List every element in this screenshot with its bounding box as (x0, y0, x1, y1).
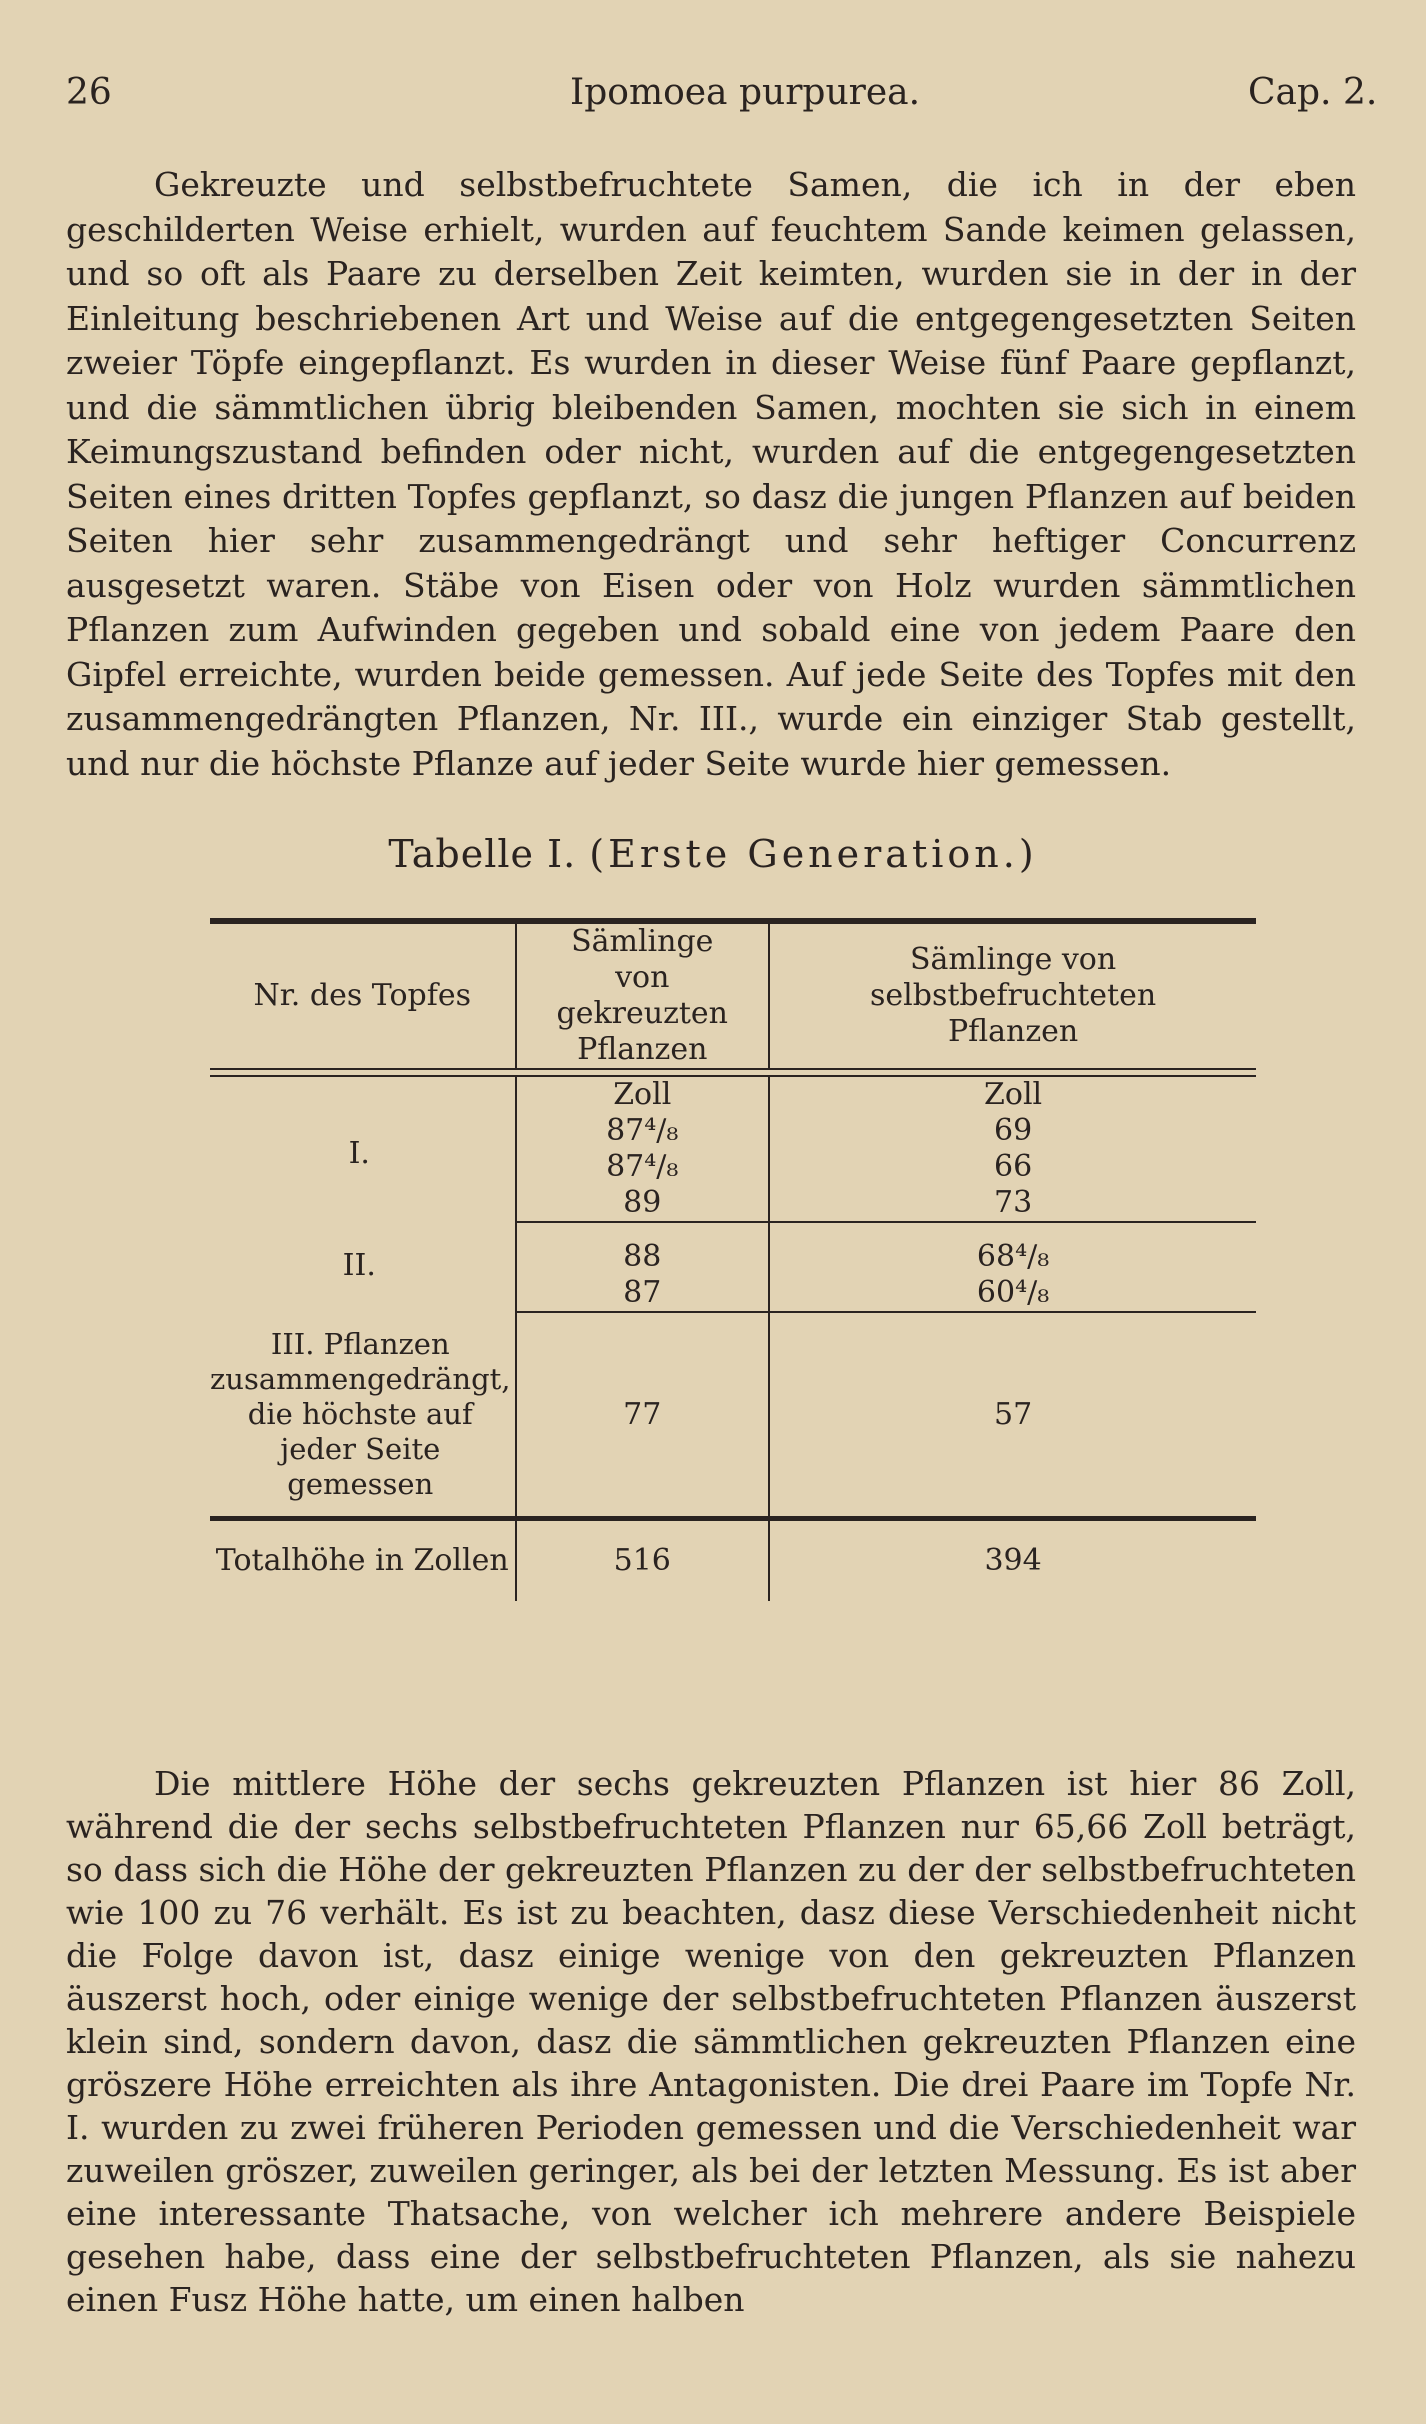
table-caption (0, 832, 1426, 876)
self-values (769, 1222, 1256, 1312)
self-value: 57 (769, 1312, 1256, 1519)
table-row (210, 1113, 1256, 1222)
table-row (210, 1312, 1256, 1519)
total-self: 394 (984, 1543, 1042, 1578)
crossed-value: 89 (623, 1185, 662, 1220)
crossed-value: 87⁴/₈ (606, 1149, 679, 1184)
self-value: 69 (994, 1113, 1033, 1148)
table-row (210, 1222, 1256, 1312)
pot-label: I. (210, 1113, 516, 1222)
self-value: 68⁴/₈ (976, 1239, 1050, 1274)
total-label: Totalhöhe in Zollen (210, 1521, 516, 1601)
page-number: 26 (66, 72, 112, 113)
unit-row (210, 1076, 1256, 1113)
self-value: 66 (994, 1149, 1033, 1184)
total-crossed: 516 (516, 1521, 769, 1601)
paragraph-results (66, 1762, 1356, 2321)
header-pot: Nr. des Topfes (210, 924, 516, 1069)
table-caption-title: Tabelle I. (388, 832, 577, 876)
self-value: 73 (994, 1185, 1033, 1220)
data-table (210, 918, 1256, 1601)
table-caption-generation: (Erste Generation.) (589, 832, 1038, 876)
unit-crossed: Zoll (516, 1076, 769, 1113)
crossed-value: 87 (623, 1275, 662, 1310)
pot-label: II. (210, 1222, 516, 1312)
paragraph-results-text: Die mittlere Höhe der sechs gekreuzten Pflanzen ist hier 86 Zoll, während die der sechs selbstbefruchteten Pflanzen nur 65,66 Zoll beträgt, so dass sich die Höhe der gekreuzten Pflanzen zu der der selbstbefruchteten wie 100 zu 76 verhält. Es ist zu beachten, dasz diese Verschiedenheit nicht die Folge davon ist, dasz einige wenige von den gekreuzten Pflanzen äuszerst hoch, oder einige wenige der selbstbefruchteten Pflanzen äuszerst klein sind, sondern davon, dasz die sämmtlichen gekreuzten Pflanzen eine gröszere Höhe erreichten als ihre Antagonisten. Die drei Paare im Topfe Nr. I. wurden zu zwei früheren Perioden gemessen und die Verschiedenheit war zuweilen gröszer, zuweilen geringer, als bei der letzten Messung. Es ist aber eine interessante Thatsache, von welcher ich mehrere andere Beispiele gesehen habe, dass eine der selbstbefruchteten Pflanzen, als sie nahezu einen Fusz Höhe hatte, um einen halben (66, 1764, 1356, 2319)
pot-label: III. Pflanzen zusammengedrängt, die höchste auf jeder Seite gemessen (210, 1312, 516, 1519)
chapter-label: Cap. 2. (1248, 72, 1378, 113)
paragraph-intro (66, 163, 1356, 786)
header-crossed: Sämlinge von gekreuzten Pflanzen (516, 924, 769, 1069)
crossed-value: 88 (623, 1239, 662, 1274)
table-header-row (210, 924, 1256, 1069)
total-row (210, 1521, 1256, 1601)
self-values (769, 1113, 1256, 1222)
crossed-values (516, 1113, 769, 1222)
unit-self: Zoll (984, 1077, 1043, 1112)
self-value: 60⁴/₈ (976, 1275, 1050, 1310)
running-title: Ipomoea purpurea. (570, 72, 921, 113)
crossed-values (516, 1222, 769, 1312)
crossed-value: 77 (516, 1312, 769, 1519)
paragraph-intro-text: Gekreuzte und selbstbefruchtete Samen, die ich in der eben geschilderten Weise erhielt, wurden auf feuchtem Sande keimen gelassen, und so oft als Paare zu derselben Zeit keimten, wurden sie in der in der Einleitung beschriebenen Art und Weise auf die entgegengesetzten Seiten zweier Töpfe eingepflanzt. Es wurden in dieser Weise fünf Paare gepflanzt, und die sämmtlichen übrig bleibenden Samen, mochten sie sich in einem Keimungszustand befinden oder nicht, wurden auf die entgegengesetzten Seiten eines dritten Topfes gepflanzt, so dasz die jungen Pflanzen auf beiden Seiten hier sehr zusammengedrängt und sehr heftiger Concurrenz ausgesetzt waren. Stäbe von Eisen oder von Holz wurden sämmtlichen Pflanzen zum Aufwinden gegeben und sobald eine von jedem Paare den Gipfel erreichte, wurden beide gemessen. Auf jede Seite des Topfes mit den zusammengedrängten Pflanzen, Nr. III., wurde ein einziger Stab gestellt, und nur die höchste Pflanze auf jeder Seite wurde hier gemessen. (66, 165, 1356, 783)
header-self: Sämlinge von selbstbefruchteten Pflanzen (870, 942, 1157, 1049)
crossed-value: 87⁴/₈ (606, 1113, 679, 1148)
